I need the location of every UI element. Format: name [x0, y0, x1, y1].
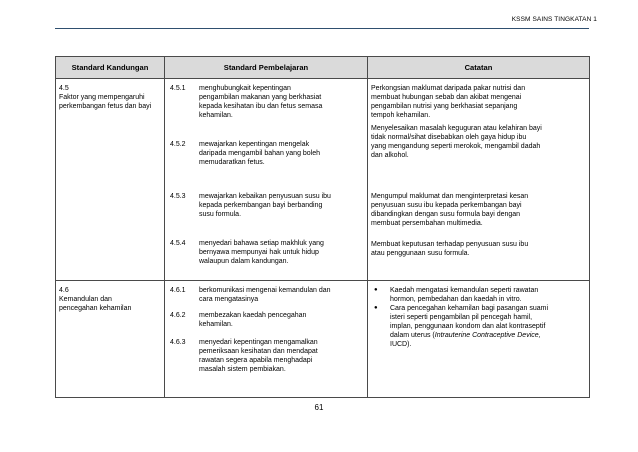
bullet-icon: ● — [374, 287, 378, 293]
catatan-line: pengambilan nutrisi yang berkhasiat sepanjang — [371, 103, 518, 110]
bullet-text-italic: Intrauterine Contraceptive Device, — [434, 332, 541, 339]
bullet-item — [368, 304, 548, 349]
pembelajaran-cell — [165, 79, 368, 281]
standard-code: 4.6.3 — [170, 339, 186, 346]
standard-line: kepada kesihatan ibu dan fetus semasa — [199, 103, 323, 110]
standard-line: masalah sistem pembiakan. — [199, 366, 286, 373]
bullet-line: IUCD). — [390, 341, 412, 348]
standard-item — [165, 192, 331, 219]
kandungan-line: Faktor yang mempengaruhi — [59, 94, 145, 101]
standard-line: menyedari kepentingan mengamalkan — [199, 339, 318, 346]
standard-line: susu formula. — [199, 211, 242, 218]
standard-line: rawatan segera apabila menghadapi — [199, 357, 313, 364]
bullet-line: hormon, pembedahan dan kaedah in vitro. — [390, 296, 522, 303]
standard-line: kepada perkembangan bayi berbanding — [199, 202, 323, 209]
bullet-line: implan, penggunaan kondom dan alat kontraseptif — [390, 323, 546, 330]
standard-line: cara mengatasinya — [199, 296, 259, 303]
kandungan-code: 4.5 — [59, 85, 69, 92]
standard-code: 4.5.2 — [170, 141, 186, 148]
catatan-paragraph — [368, 124, 545, 160]
running-header: KSSM SAINS TINGKATAN 1 — [511, 16, 597, 23]
catatan-line: dan alkohol. — [371, 152, 409, 159]
catatan-line: yang mengandung seperti merokok, mengambil dadah — [371, 143, 541, 150]
table-row — [56, 79, 590, 281]
column-header-standard-pembelajaran: Standard Pembelajaran — [165, 57, 368, 79]
catatan-paragraph — [368, 84, 528, 120]
standard-code: 4.6.2 — [170, 312, 186, 319]
bullet-line — [390, 331, 548, 340]
standard-line: kehamilan. — [199, 321, 233, 328]
standard-code: 4.5.4 — [170, 240, 186, 247]
kandungan-line: Kemandulan dan — [59, 296, 112, 303]
catatan-paragraph — [368, 192, 531, 228]
standard-line: menghubungkait kepentingan — [199, 85, 291, 92]
catatan-cell — [368, 79, 590, 281]
table-header-row — [56, 57, 590, 79]
standard-code: 4.6.1 — [170, 287, 186, 294]
kandungan-line: pencegahan kehamilan — [59, 305, 132, 312]
catatan-line: Menyelesaikan masalah keguguran atau kelahiran bayi — [371, 125, 542, 132]
standard-line: memudaratkan fetus. — [199, 159, 265, 166]
standard-line: mewajarkan kebaikan penyusuan susu ibu — [199, 193, 331, 200]
standard-item — [165, 311, 306, 329]
header-rule — [55, 28, 589, 29]
pembelajaran-cell — [165, 281, 368, 398]
standard-line: pengambilan makanan yang berkhasiat — [199, 94, 322, 101]
page-number: 61 — [314, 403, 324, 412]
standard-line: membezakan kaedah pencegahan — [199, 312, 307, 319]
catatan-line: membuat persembahan multimedia. — [371, 220, 483, 227]
standard-code: 4.5.3 — [170, 193, 186, 200]
standard-item — [165, 338, 318, 374]
catatan-paragraph — [368, 240, 531, 258]
standard-item — [165, 140, 320, 167]
table-row — [56, 281, 590, 398]
standard-line: kehamilan. — [199, 112, 233, 119]
column-header-catatan: Catatan — [368, 57, 590, 79]
bullet-line: isteri seperti pengambilan pil pencegah hamil, — [390, 314, 533, 321]
catatan-line: penyusuan susu ibu kepada perkembangan bayi — [371, 202, 522, 209]
bullet-line: Cara pencegahan kehamilan bagi pasangan suami — [390, 305, 548, 312]
standard-line: menyedari bahawa setiap makhluk yang — [199, 240, 324, 247]
curriculum-table — [55, 56, 590, 398]
standard-item — [165, 286, 331, 304]
catatan-line: dibandingkan dengan susu formula bayi dengan — [371, 211, 521, 218]
standard-line: pemeriksaan kesihatan dan mendapat — [199, 348, 318, 355]
bullet-icon: ● — [374, 305, 378, 311]
standard-line: berkomunikasi mengenai kemandulan dan — [199, 287, 331, 294]
catatan-cell — [368, 281, 590, 398]
catatan-line: Perkongsian maklumat daripada pakar nutrisi dan — [371, 85, 526, 92]
catatan-line: tidak normal/sihat disebabkan oleh gaya hidup ibu — [371, 134, 527, 141]
bullet-text: dalam uterus ( — [390, 332, 435, 339]
standard-item — [165, 84, 322, 120]
catatan-line: membuat hubungan sebab dan akibat mengenai — [371, 94, 522, 101]
standard-line: mewajarkan kepentingan mengelak — [199, 141, 310, 148]
column-header-standard-kandungan: Standard Kandungan — [56, 57, 165, 79]
catatan-line: Mengumpul maklumat dan menginterpretasi kesan — [371, 193, 529, 200]
bullet-item — [368, 286, 538, 304]
standard-item — [165, 239, 324, 266]
kandungan-code: 4.6 — [59, 287, 69, 294]
catatan-line: Membuat keputusan terhadap penyusuan susu ibu — [371, 241, 529, 248]
kandungan-line: perkembangan fetus dan bayi — [59, 103, 152, 110]
standard-line: daripada mengambil bahan yang boleh — [199, 150, 321, 157]
bullet-line: Kaedah mengatasi kemandulan seperti rawatan — [390, 287, 539, 294]
catatan-line: atau penggunaan susu formula. — [371, 250, 470, 257]
kandungan-cell — [56, 79, 165, 281]
kandungan-cell — [56, 281, 165, 398]
standard-line: bernyawa mempunyai hak untuk hidup — [199, 249, 319, 256]
standard-line: walaupun dalam kandungan. — [199, 258, 289, 265]
catatan-line: tempoh kehamilan. — [371, 112, 431, 119]
standard-code: 4.5.1 — [170, 85, 186, 92]
